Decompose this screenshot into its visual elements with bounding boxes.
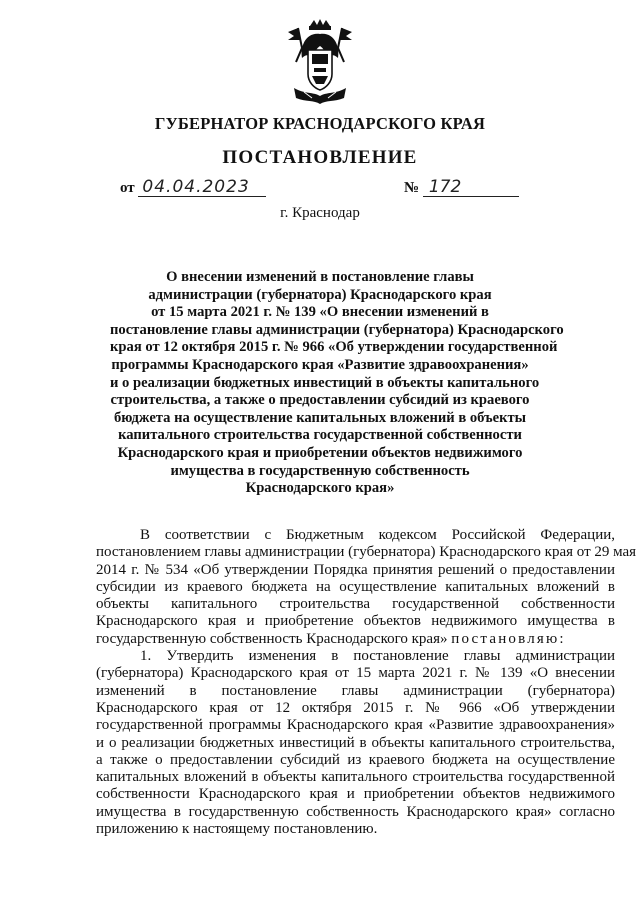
body-line: имущества в государственную собственность Краснодарского края» согласно [96, 803, 615, 820]
body-line: Краснодарского края и приобретение объектов недвижимого имущества в [96, 613, 615, 630]
body-line: собственности Краснодарского края и приобретении объектов недвижимого [96, 786, 615, 803]
title-line: от 15 марта 2021 г. № 139 «О внесении изменений в [151, 304, 489, 321]
title-line: О внесении изменений в постановление главы [166, 269, 474, 285]
body-line-resolution [96, 631, 615, 648]
document-type: ПОСТАНОВЛЕНИЕ [222, 147, 418, 168]
title-line: программы Краснодарского края «Развитие здравоохранения» [111, 356, 529, 373]
document-body [96, 527, 637, 838]
title-line: и о реализации бюджетных инвестиций в объекты капитального [110, 374, 540, 391]
body-line: субсидии из краевого бюджета на осуществление капитальных вложений в [96, 578, 615, 595]
body-line: В соответствии с Бюджетным кодексом Российской Федерации, [140, 527, 615, 543]
body-line: объекты капитального строительства государственной собственности [96, 596, 615, 613]
number-prefix: № [404, 180, 420, 196]
title-line: строительства, а также о предоставлении субсидий из краевого [110, 392, 530, 409]
handwritten-number: 172 [423, 178, 519, 197]
title-line: края от 12 октября 2015 г. № 966 «Об утверждении государственной [110, 339, 558, 356]
body-line: капитальных вложений в объекты капитального строительства государственной [96, 769, 615, 786]
title-line: имущества в государственную собственность [170, 462, 470, 479]
body-line: а также о предоставлении субсидий из краевого бюджета на осуществление [96, 751, 615, 768]
body-line: изменений в постановление главы администрации (губернатора) [96, 682, 615, 699]
issuing-authority: ГУБЕРНАТОР КРАСНОДАРСКОГО КРАЯ [154, 114, 486, 133]
title-line: Краснодарского края» [245, 480, 395, 497]
body-line: Краснодарского края от 12 октября 2015 г. № 966 «Об утверждении [96, 699, 615, 716]
body-line: (губернатора) Краснодарского края от 15 марта 2021 г. № 139 «О внесении [96, 665, 615, 682]
date-line [120, 178, 266, 197]
document-title [110, 269, 564, 498]
resolve-word: постановляю: [451, 630, 566, 647]
number-line [404, 178, 519, 197]
body-line: 2014 г. № 534 «Об утверждении Порядка принятия решений о предоставлении [96, 561, 615, 578]
body-line: государственной программы Краснодарского края «Развитие здравоохранения» [96, 717, 615, 734]
body-line: государственную собственность Краснодарского края» [96, 630, 448, 647]
title-line: администрации (губернатора) Краснодарского края [148, 286, 492, 303]
city: г. Краснодар [280, 205, 360, 221]
body-line: приложению к настоящему постановлению. [96, 821, 378, 838]
title-line: постановление главы администрации (губернатора) Краснодарского [110, 321, 564, 338]
title-line: Краснодарского края и приобретении объектов недвижимого [117, 444, 523, 461]
date-prefix: от [120, 180, 135, 196]
body-line: и о реализации бюджетных инвестиций в объекты капитального строительства, [96, 734, 615, 751]
title-line: бюджета на осуществление капитальных вложений в объекты [113, 409, 527, 426]
coat-of-arms-emblem [284, 18, 356, 106]
handwritten-date: 04.04.2023 [138, 178, 266, 197]
body-line: постановлением главы администрации (губернатора) Краснодарского края от 29 мая [96, 544, 637, 561]
title-line: капитального строительства государственной собственности [118, 427, 522, 444]
body-line: 1. Утвердить изменения в постановление главы администрации [140, 648, 615, 665]
